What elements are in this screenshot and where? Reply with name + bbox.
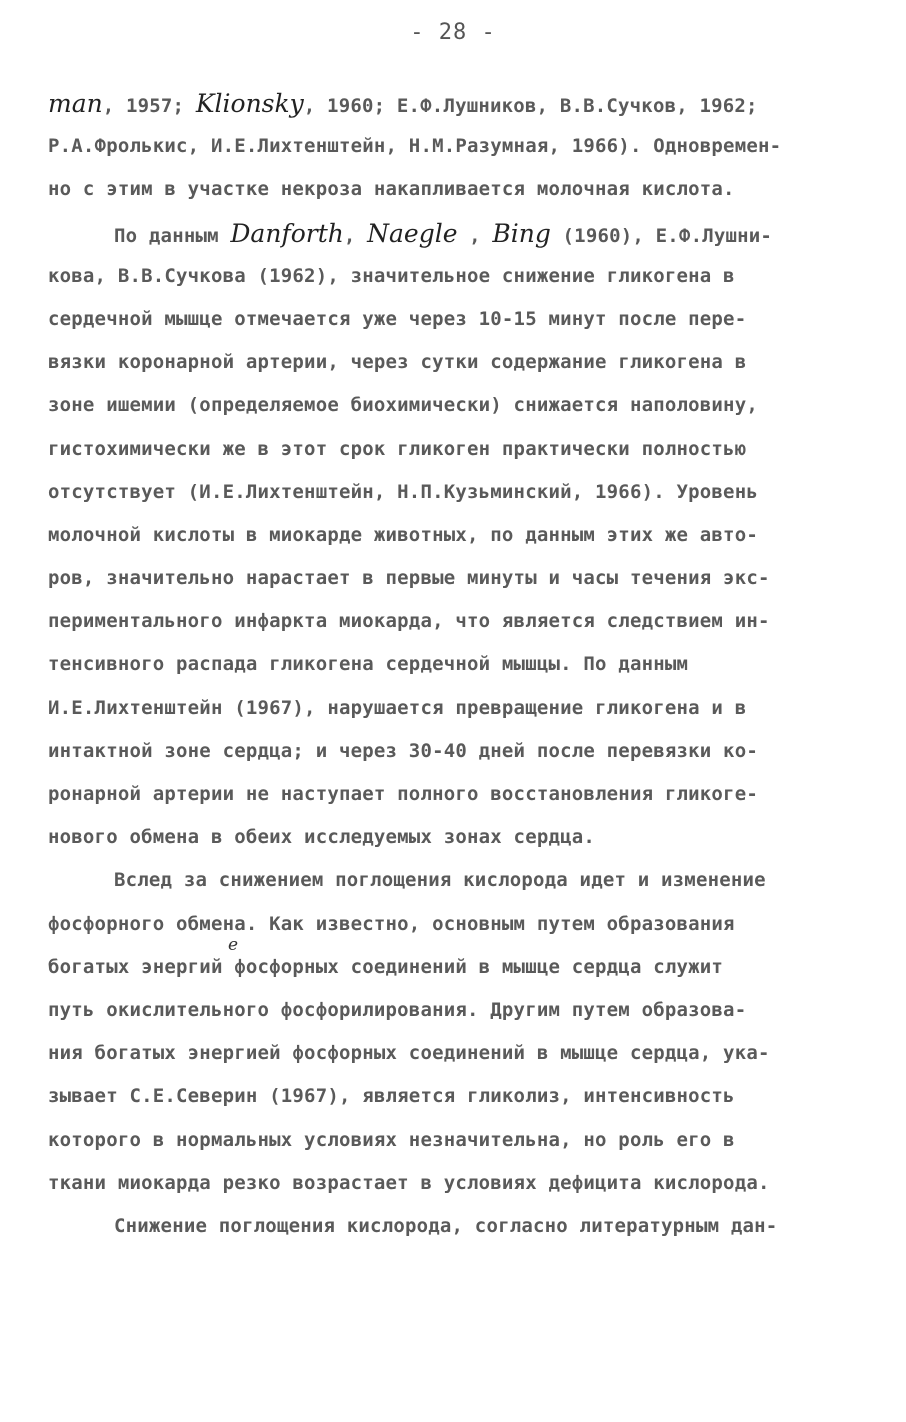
- text-line-18: нового обмена в обеих исследуемых зонах сердца.: [48, 826, 596, 849]
- handwritten-correction: е: [228, 935, 239, 955]
- text-line-11: молочной кислоты в миокарде животных, по данным этих же авто-: [48, 523, 758, 546]
- line-1-after: , 1960; Е.Ф.Лушников, В.В.Сучков, 1962;: [303, 95, 758, 117]
- text-line-13: периментального инфаркта миокарда, что является следствием ин-: [48, 610, 770, 633]
- text-line-27: Снижение поглощения кислорода, согласно литературным дан-: [114, 1214, 778, 1237]
- line-1-before: , 1957;: [102, 95, 196, 117]
- text-line-3: но с этим в участке некроза накапливается молочная кислота.: [48, 178, 735, 201]
- document-body: [48, 82, 868, 1248]
- line-4-mid2: ,: [457, 224, 493, 247]
- line-4-after: (1960), Е.Ф.Лушни-: [550, 224, 773, 247]
- text-line-21: богатых энергий фосфорных соединений в мышце сердца служит: [48, 955, 724, 978]
- text-line-20: фосфорного обмена. Как известно, основным путем образования: [48, 912, 735, 935]
- handwritten-insert-danforth: Danforth: [230, 218, 344, 248]
- text-line-8: зоне ишемии (определяемое биохимически) снижается наполовину,: [48, 394, 758, 417]
- text-line-1: [48, 82, 868, 125]
- text-line-2: Р.А.Фролькис, И.Е.Лихтенштейн, Н.М.Разумная, 1966). Одновремен-: [48, 135, 782, 158]
- handwritten-insert-naegle: Naegle: [367, 218, 458, 248]
- text-line-7: вязки коронарной артерии, через сутки содержание гликогена в: [48, 351, 747, 374]
- text-line-9: гистохимически же в этот срок гликоген практически полностью: [48, 437, 747, 460]
- handwritten-insert-man: man: [48, 89, 103, 118]
- text-line-23: ния богатых энергией фосфорных соединений в мышце сердца, ука-: [48, 1042, 770, 1065]
- text-line-26: ткани миокарда резко возрастает в условиях дефицита кислорода.: [48, 1171, 770, 1194]
- text-line-12: ров, значительно нарастает в первые минуты и часы течения экс-: [48, 567, 770, 590]
- text-line-22: путь окислительного фосфорилирования. Другим путем образова-: [48, 998, 747, 1021]
- text-line-5: кова, В.В.Сучкова (1962), значительное снижение гликогена в: [48, 264, 735, 287]
- line-4-before: По данным: [114, 224, 231, 247]
- line-4-mid1: ,: [343, 224, 368, 247]
- text-line-15: И.Е.Лихтенштейн (1967), нарушается превращение гликогена и в: [48, 696, 747, 719]
- text-line-16: интактной зоне сердца; и через 30-40 дней после перевязки ко-: [48, 739, 758, 762]
- text-line-14: тенсивного распада гликогена сердечной мышцы. По данным: [48, 653, 689, 676]
- handwritten-insert-bing: Bing: [492, 218, 551, 248]
- page-number: - 28 -: [410, 20, 496, 45]
- handwritten-insert-klionsky: Klionsky: [195, 89, 304, 118]
- text-line-4: [48, 212, 868, 255]
- text-line-25: которого в нормальных условиях незначительна, но роль его в: [48, 1128, 735, 1151]
- text-line-24: зывает С.Е.Северин (1967), является гликолиз, интенсивность: [48, 1085, 735, 1108]
- text-line-6: сердечной мышце отмечается уже через 10-15 минут после пере-: [48, 307, 747, 330]
- text-line-10: отсутствует (И.Е.Лихтенштейн, Н.П.Кузьминский, 1966). Уровень: [48, 480, 758, 503]
- text-line-17: ронарной артерии не наступает полного восстановления гликоге-: [48, 783, 758, 805]
- text-line-19: Вслед за снижением поглощения кислорода идет и изменение: [114, 869, 766, 892]
